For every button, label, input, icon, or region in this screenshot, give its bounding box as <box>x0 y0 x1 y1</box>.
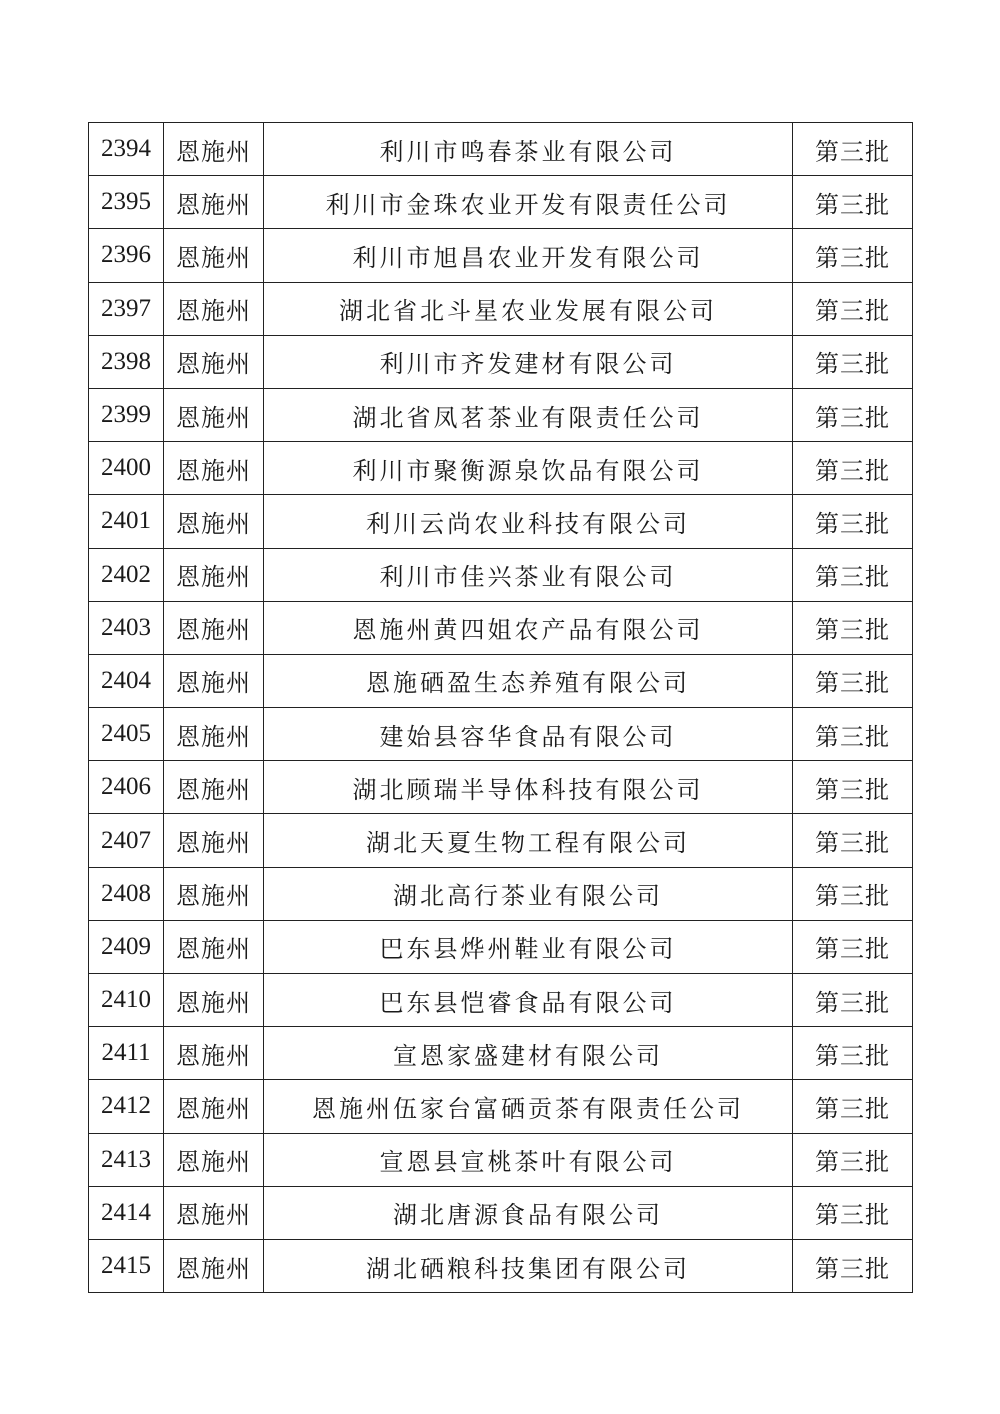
cell-company-name: 利川市佳兴茶业有限公司 <box>264 548 793 601</box>
cell-prefecture: 恩施州 <box>164 1027 264 1080</box>
cell-batch: 第三批 <box>793 442 913 495</box>
table-row <box>89 1027 913 1080</box>
cell-company-name: 湖北天夏生物工程有限公司 <box>264 814 793 867</box>
cell-prefecture: 恩施州 <box>164 229 264 282</box>
cell-serial-number: 2405 <box>89 708 164 761</box>
cell-batch: 第三批 <box>793 601 913 654</box>
table-row <box>89 388 913 441</box>
cell-batch: 第三批 <box>793 1080 913 1133</box>
table-row <box>89 1239 913 1292</box>
cell-company-name: 利川市鸣春茶业有限公司 <box>264 123 793 176</box>
table-row <box>89 176 913 229</box>
cell-company-name: 利川云尚农业科技有限公司 <box>264 495 793 548</box>
table-row <box>89 920 913 973</box>
table-row <box>89 867 913 920</box>
cell-company-name: 巴东县烨州鞋业有限公司 <box>264 920 793 973</box>
cell-company-name: 湖北省北斗星农业发展有限公司 <box>264 282 793 335</box>
cell-serial-number: 2408 <box>89 867 164 920</box>
cell-batch: 第三批 <box>793 229 913 282</box>
table-row <box>89 814 913 867</box>
cell-serial-number: 2407 <box>89 814 164 867</box>
cell-prefecture: 恩施州 <box>164 123 264 176</box>
cell-batch: 第三批 <box>793 867 913 920</box>
cell-prefecture: 恩施州 <box>164 335 264 388</box>
cell-batch: 第三批 <box>793 176 913 229</box>
cell-batch: 第三批 <box>793 708 913 761</box>
cell-serial-number: 2415 <box>89 1239 164 1292</box>
cell-serial-number: 2399 <box>89 388 164 441</box>
cell-company-name: 利川市金珠农业开发有限责任公司 <box>264 176 793 229</box>
table-row <box>89 442 913 495</box>
cell-batch: 第三批 <box>793 1186 913 1239</box>
cell-company-name: 利川市旭昌农业开发有限公司 <box>264 229 793 282</box>
cell-serial-number: 2406 <box>89 761 164 814</box>
cell-prefecture: 恩施州 <box>164 495 264 548</box>
cell-prefecture: 恩施州 <box>164 974 264 1027</box>
cell-company-name: 建始县容华食品有限公司 <box>264 708 793 761</box>
table-body <box>89 123 913 1293</box>
cell-prefecture: 恩施州 <box>164 1239 264 1292</box>
cell-batch: 第三批 <box>793 761 913 814</box>
cell-serial-number: 2403 <box>89 601 164 654</box>
cell-company-name: 利川市聚衡源泉饮品有限公司 <box>264 442 793 495</box>
table-row <box>89 974 913 1027</box>
table-row <box>89 282 913 335</box>
cell-prefecture: 恩施州 <box>164 442 264 495</box>
cell-company-name: 巴东县恺睿食品有限公司 <box>264 974 793 1027</box>
cell-company-name: 恩施州伍家台富硒贡茶有限责任公司 <box>264 1080 793 1133</box>
cell-serial-number: 2394 <box>89 123 164 176</box>
cell-serial-number: 2409 <box>89 920 164 973</box>
cell-batch: 第三批 <box>793 654 913 707</box>
cell-serial-number: 2411 <box>89 1027 164 1080</box>
cell-prefecture: 恩施州 <box>164 814 264 867</box>
cell-batch: 第三批 <box>793 1133 913 1186</box>
table-row <box>89 123 913 176</box>
cell-prefecture: 恩施州 <box>164 867 264 920</box>
cell-batch: 第三批 <box>793 974 913 1027</box>
cell-prefecture: 恩施州 <box>164 388 264 441</box>
cell-batch: 第三批 <box>793 1239 913 1292</box>
cell-serial-number: 2398 <box>89 335 164 388</box>
company-list-table <box>88 122 913 1293</box>
cell-company-name: 湖北省凤茗茶业有限责任公司 <box>264 388 793 441</box>
cell-batch: 第三批 <box>793 920 913 973</box>
cell-serial-number: 2402 <box>89 548 164 601</box>
cell-prefecture: 恩施州 <box>164 1080 264 1133</box>
cell-prefecture: 恩施州 <box>164 282 264 335</box>
cell-serial-number: 2410 <box>89 974 164 1027</box>
cell-serial-number: 2412 <box>89 1080 164 1133</box>
cell-prefecture: 恩施州 <box>164 601 264 654</box>
cell-batch: 第三批 <box>793 1027 913 1080</box>
cell-company-name: 宣恩县宣桃茶叶有限公司 <box>264 1133 793 1186</box>
cell-serial-number: 2413 <box>89 1133 164 1186</box>
cell-prefecture: 恩施州 <box>164 1186 264 1239</box>
cell-serial-number: 2397 <box>89 282 164 335</box>
table-row <box>89 1186 913 1239</box>
cell-serial-number: 2395 <box>89 176 164 229</box>
table-row <box>89 654 913 707</box>
cell-serial-number: 2396 <box>89 229 164 282</box>
cell-serial-number: 2400 <box>89 442 164 495</box>
cell-company-name: 湖北硒粮科技集团有限公司 <box>264 1239 793 1292</box>
cell-batch: 第三批 <box>793 282 913 335</box>
table-row <box>89 335 913 388</box>
table-row <box>89 548 913 601</box>
table-row <box>89 1080 913 1133</box>
cell-batch: 第三批 <box>793 495 913 548</box>
cell-company-name: 宣恩家盛建材有限公司 <box>264 1027 793 1080</box>
cell-prefecture: 恩施州 <box>164 708 264 761</box>
cell-company-name: 恩施硒盈生态养殖有限公司 <box>264 654 793 707</box>
cell-company-name: 恩施州黄四姐农产品有限公司 <box>264 601 793 654</box>
table-row <box>89 601 913 654</box>
cell-company-name: 湖北高行茶业有限公司 <box>264 867 793 920</box>
table-row <box>89 1133 913 1186</box>
table-row <box>89 761 913 814</box>
table-row <box>89 495 913 548</box>
cell-batch: 第三批 <box>793 388 913 441</box>
cell-prefecture: 恩施州 <box>164 176 264 229</box>
cell-batch: 第三批 <box>793 335 913 388</box>
cell-serial-number: 2414 <box>89 1186 164 1239</box>
cell-batch: 第三批 <box>793 548 913 601</box>
cell-serial-number: 2404 <box>89 654 164 707</box>
cell-batch: 第三批 <box>793 814 913 867</box>
cell-prefecture: 恩施州 <box>164 654 264 707</box>
cell-company-name: 利川市齐发建材有限公司 <box>264 335 793 388</box>
cell-serial-number: 2401 <box>89 495 164 548</box>
cell-company-name: 湖北唐源食品有限公司 <box>264 1186 793 1239</box>
cell-prefecture: 恩施州 <box>164 1133 264 1186</box>
cell-batch: 第三批 <box>793 123 913 176</box>
cell-prefecture: 恩施州 <box>164 920 264 973</box>
table-row <box>89 708 913 761</box>
cell-prefecture: 恩施州 <box>164 548 264 601</box>
table-row <box>89 229 913 282</box>
cell-prefecture: 恩施州 <box>164 761 264 814</box>
cell-company-name: 湖北顾瑞半导体科技有限公司 <box>264 761 793 814</box>
